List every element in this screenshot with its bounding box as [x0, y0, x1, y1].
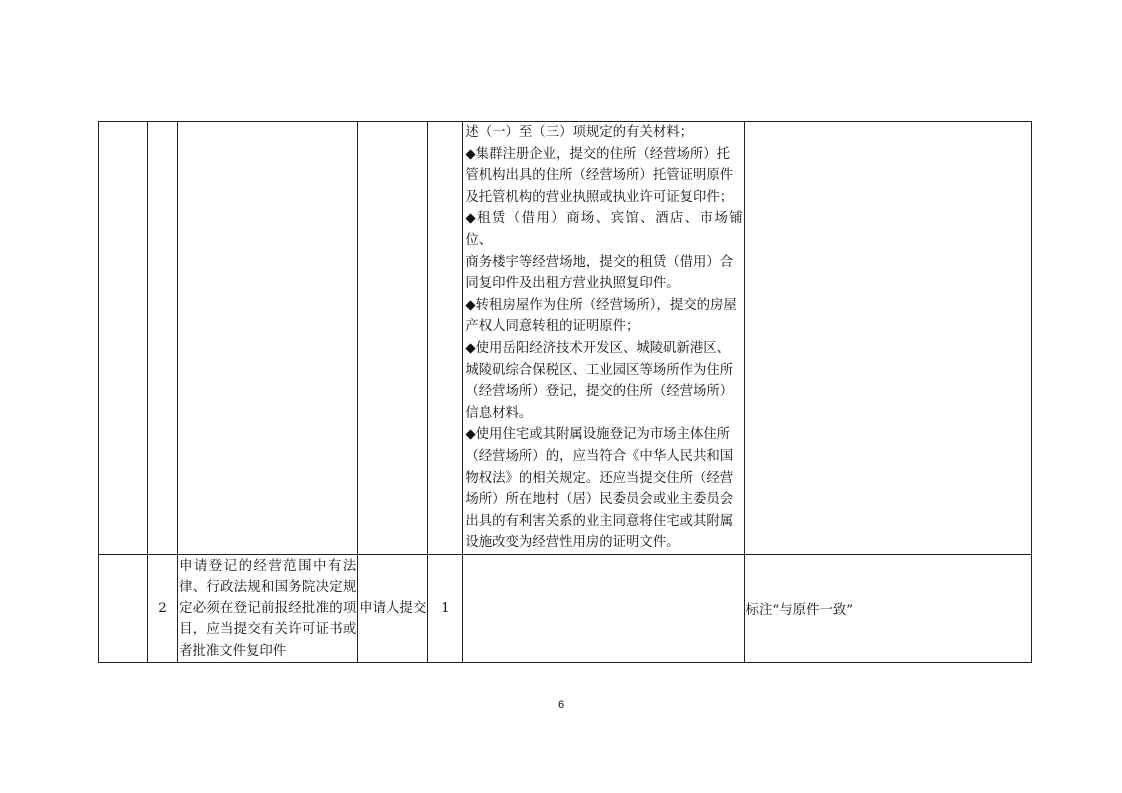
- requirements-line: 物权法》的相关规定。还应当提交住所（经营: [465, 470, 734, 486]
- requirements-line: 产权人同意转租的证明原件；: [465, 319, 640, 335]
- requirements-line: 设施改变为经营性用房的证明文件。: [465, 535, 680, 551]
- materials-table: [98, 121, 1032, 663]
- requirements-line: ◆使用住宅或其附属设施登记为市场主体住所: [465, 427, 731, 443]
- note-text: 标注“与原件一致”: [745, 602, 854, 618]
- requirements-cell: [463, 554, 744, 662]
- requirements-line: 述（一）至（三）项规定的有关材料；: [465, 125, 693, 140]
- source-cell: [358, 122, 428, 555]
- note-cell: [744, 122, 1031, 555]
- requirements-line: 场所）所在地村（居）民委员会或业主委员会: [465, 492, 734, 508]
- requirements-line: ◆转租房屋作为住所（经营场所），提交的房屋: [465, 297, 737, 313]
- table-row: [99, 554, 1032, 662]
- category-cell: [99, 122, 148, 555]
- requirements-line: ◆集群注册企业，提交的住所（经营场所）托: [465, 146, 731, 162]
- number-cell: [148, 554, 178, 662]
- requirements-line: （经营场所）登记，提交的住所（经营场所）: [465, 384, 734, 400]
- material-source: 申请人提交: [359, 600, 427, 616]
- requirements-line: ◆使用岳阳经济技术开发区、城陵矶新港区、: [465, 340, 731, 356]
- requirements-line: 及托管机构的营业执照或执业许可证复印件；: [465, 189, 734, 205]
- requirements-text: [463, 122, 743, 554]
- requirements-line: （经营场所）的，应当符合《中华人民共和国: [465, 448, 734, 464]
- requirements-line: 信息材料。: [465, 405, 533, 421]
- requirements-line: ◆租赁（借用）商场、宾馆、酒店、市场铺位、: [465, 211, 743, 248]
- copies-count: 1: [441, 600, 450, 616]
- row-number: 2: [158, 600, 167, 616]
- requirements-cell: [463, 122, 744, 555]
- material-name-cell: [178, 554, 358, 662]
- copies-cell: [428, 554, 463, 662]
- copies-cell: [428, 122, 463, 555]
- category-cell: [99, 554, 148, 662]
- requirements-line: 同复印件及出租方营业执照复印件。: [465, 276, 680, 292]
- requirements-line: 城陵矶综合保税区、工业园区等场所作为住所: [465, 362, 734, 378]
- number-cell: [148, 122, 178, 555]
- requirements-line: 管机构出具的住所（经营场所）托管证明原件: [465, 168, 734, 184]
- requirements-line: 商务楼宇等经营场地，提交的租赁（借用）合: [465, 254, 734, 270]
- material-name: 申请登记的经营范围中有法律、行政法规和国务院决定规定必须在登记前报经批准的项目，应当提交有关许可证书或者批准文件复印件: [179, 558, 357, 659]
- page-number: 6: [557, 699, 565, 711]
- note-cell: [744, 554, 1031, 662]
- source-cell: [358, 554, 428, 662]
- requirements-line: 出具的有利害关系的业主同意将住宅或其附属: [465, 513, 734, 529]
- table-row: [99, 122, 1032, 555]
- material-name-cell: [178, 122, 358, 555]
